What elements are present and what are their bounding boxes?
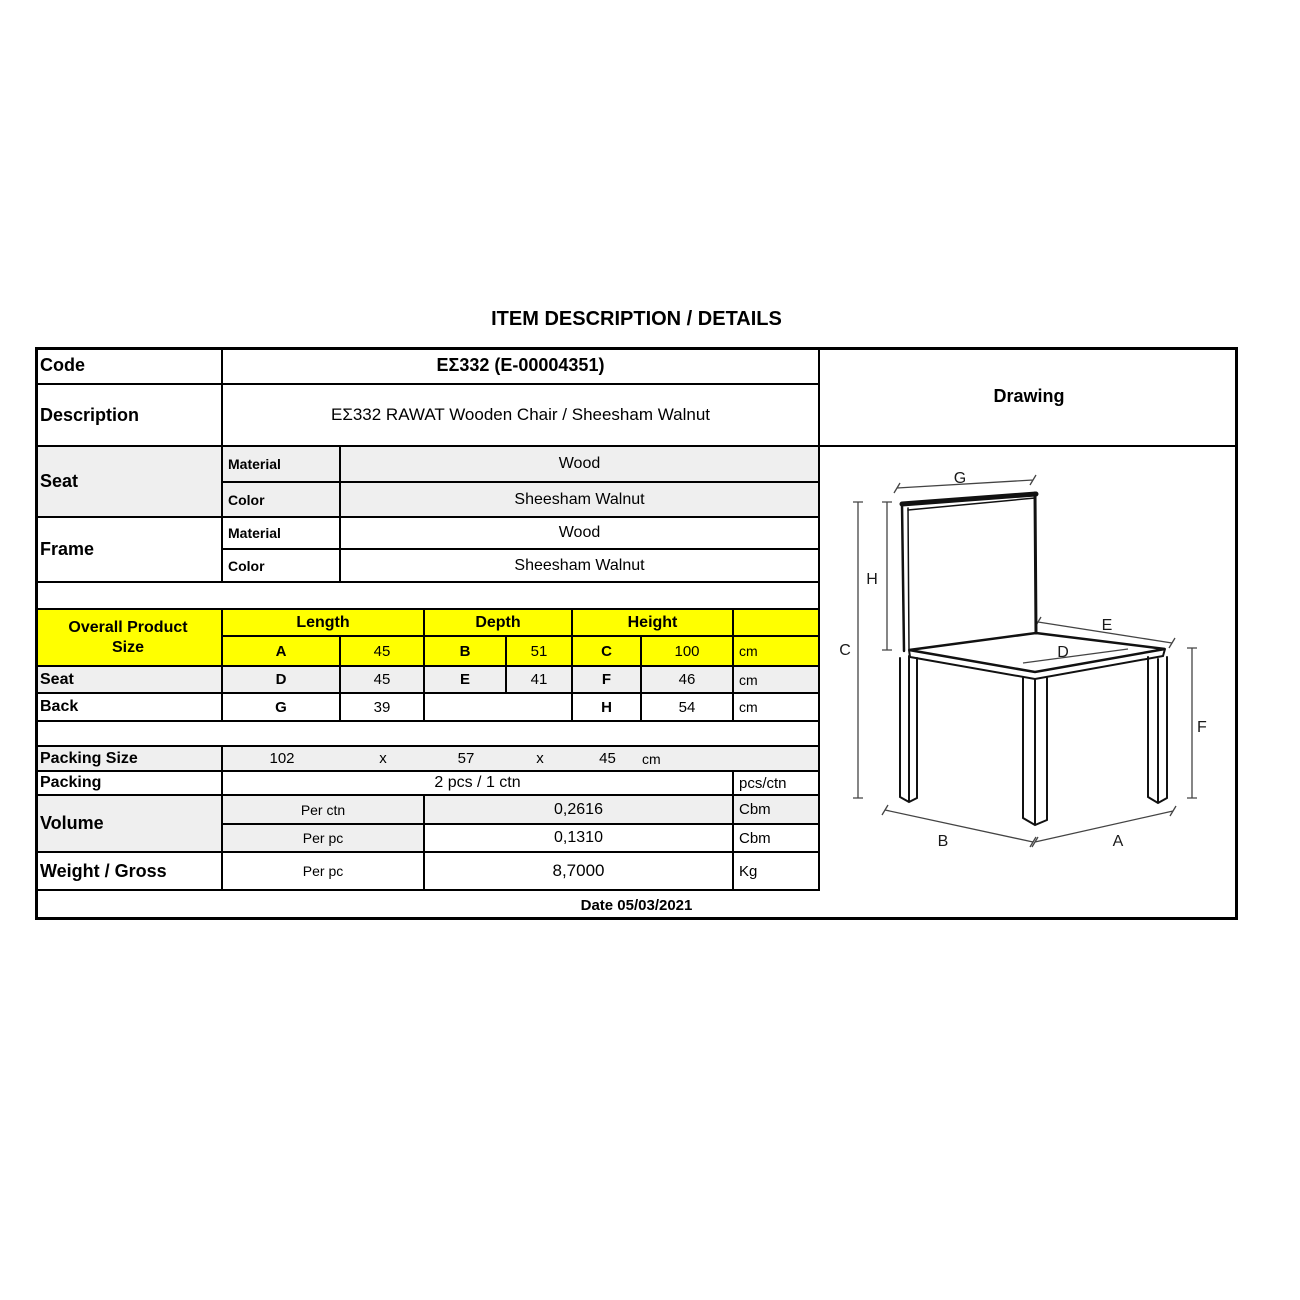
packing-size-height: 45 — [599, 750, 616, 767]
date-row: Date 05/03/2021 — [35, 891, 1238, 920]
packing-unit: pcs/ctn — [734, 772, 820, 796]
dim-b-value: 51 — [507, 637, 573, 667]
weight-label: Weight / Gross — [35, 853, 223, 891]
dim-c-value: 100 — [642, 637, 734, 667]
description-label: Description — [35, 385, 223, 447]
packing-label: Packing — [35, 772, 223, 796]
dim-back-unit: cm — [734, 694, 820, 722]
dim-a-value: 45 — [341, 637, 425, 667]
page-title: ITEM DESCRIPTION / DETAILS — [491, 308, 782, 330]
weight-value: 8,7000 — [425, 853, 734, 891]
header-blank-cell — [734, 610, 820, 637]
seat-material-label: Material — [223, 447, 341, 483]
drawing-label-b: B — [937, 833, 949, 850]
seat-label: Seat — [35, 447, 223, 518]
frame-material-label: Material — [223, 518, 341, 550]
depth-header: Depth — [425, 610, 573, 637]
dim-overall-unit: cm — [734, 637, 820, 667]
overall-size-line1: Overall Product — [68, 618, 188, 636]
packing-size-values — [223, 747, 820, 772]
drawing-label-c: C — [839, 642, 851, 659]
spacer-row — [35, 583, 820, 610]
drawing-label-a: A — [1112, 833, 1124, 850]
seat-material-value: Wood — [341, 447, 820, 483]
dim-seat-unit: cm — [734, 667, 820, 694]
drawing-label-d: D — [1057, 644, 1069, 661]
dim-e-value: 41 — [507, 667, 573, 694]
seat-color-value: Sheesham Walnut — [341, 483, 820, 518]
frame-material-value: Wood — [341, 518, 820, 550]
overall-size-line2: Size — [111, 638, 144, 656]
drawing-header: Drawing — [820, 347, 1238, 447]
back-dims-label: Back — [35, 694, 223, 722]
frame-color-label: Color — [223, 550, 341, 583]
height-header: Height — [573, 610, 734, 637]
packing-size-label: Packing Size — [35, 747, 223, 772]
seat-dims-label: Seat — [35, 667, 223, 694]
back-blank-cell — [425, 694, 573, 722]
packing-size-depth: 57 — [457, 750, 475, 767]
dim-g-value: 39 — [341, 694, 425, 722]
volume-per-ctn-label: Per ctn — [223, 796, 425, 825]
dim-g-label: G — [223, 694, 341, 722]
volume-per-ctn-unit: Cbm — [734, 796, 820, 825]
weight-unit: Kg — [734, 853, 820, 891]
dim-h-value: 54 — [642, 694, 734, 722]
description-value: ΕΣ332 RAWAT Wooden Chair / Sheesham Walnut — [223, 385, 820, 447]
code-value: ΕΣ332 (E-00004351) — [223, 347, 820, 385]
dim-c-label: C — [573, 637, 642, 667]
dim-d-label: D — [223, 667, 341, 694]
dim-a-label: A — [223, 637, 341, 667]
packing-size-unit: cm — [642, 750, 661, 767]
dim-e-label: E — [425, 667, 507, 694]
frame-color-value: Sheesham Walnut — [341, 550, 820, 583]
weight-per-pc-label: Per pc — [223, 853, 425, 891]
seat-color-label: Color — [223, 483, 341, 518]
frame-label: Frame — [35, 518, 223, 583]
volume-per-pc-unit: Cbm — [734, 825, 820, 853]
drawing-label-e: E — [1101, 617, 1113, 634]
volume-per-pc-value: 0,1310 — [425, 825, 734, 853]
packing-size-x2: x — [536, 750, 544, 767]
drawing-label-g: G — [953, 470, 967, 487]
dim-d-value: 45 — [341, 667, 425, 694]
dim-b-label: B — [425, 637, 507, 667]
drawing-label-f: F — [1197, 719, 1207, 736]
volume-label: Volume — [35, 796, 223, 853]
drawing-label-h: H — [866, 571, 878, 588]
chair-technical-drawing — [820, 447, 1238, 891]
dim-f-value: 46 — [642, 667, 734, 694]
volume-per-pc-label: Per pc — [223, 825, 425, 853]
packing-size-x1: x — [379, 750, 387, 767]
dim-f-label: F — [573, 667, 642, 694]
packing-size-length: 102 — [269, 750, 295, 767]
volume-per-ctn-value: 0,2616 — [425, 796, 734, 825]
spacer-row — [35, 722, 820, 747]
drawing-area — [820, 447, 1238, 891]
length-header: Length — [223, 610, 425, 637]
dim-h-label: H — [573, 694, 642, 722]
code-label: Code — [35, 347, 223, 385]
packing-value: 2 pcs / 1 ctn — [223, 772, 734, 796]
overall-size-label — [35, 610, 223, 667]
